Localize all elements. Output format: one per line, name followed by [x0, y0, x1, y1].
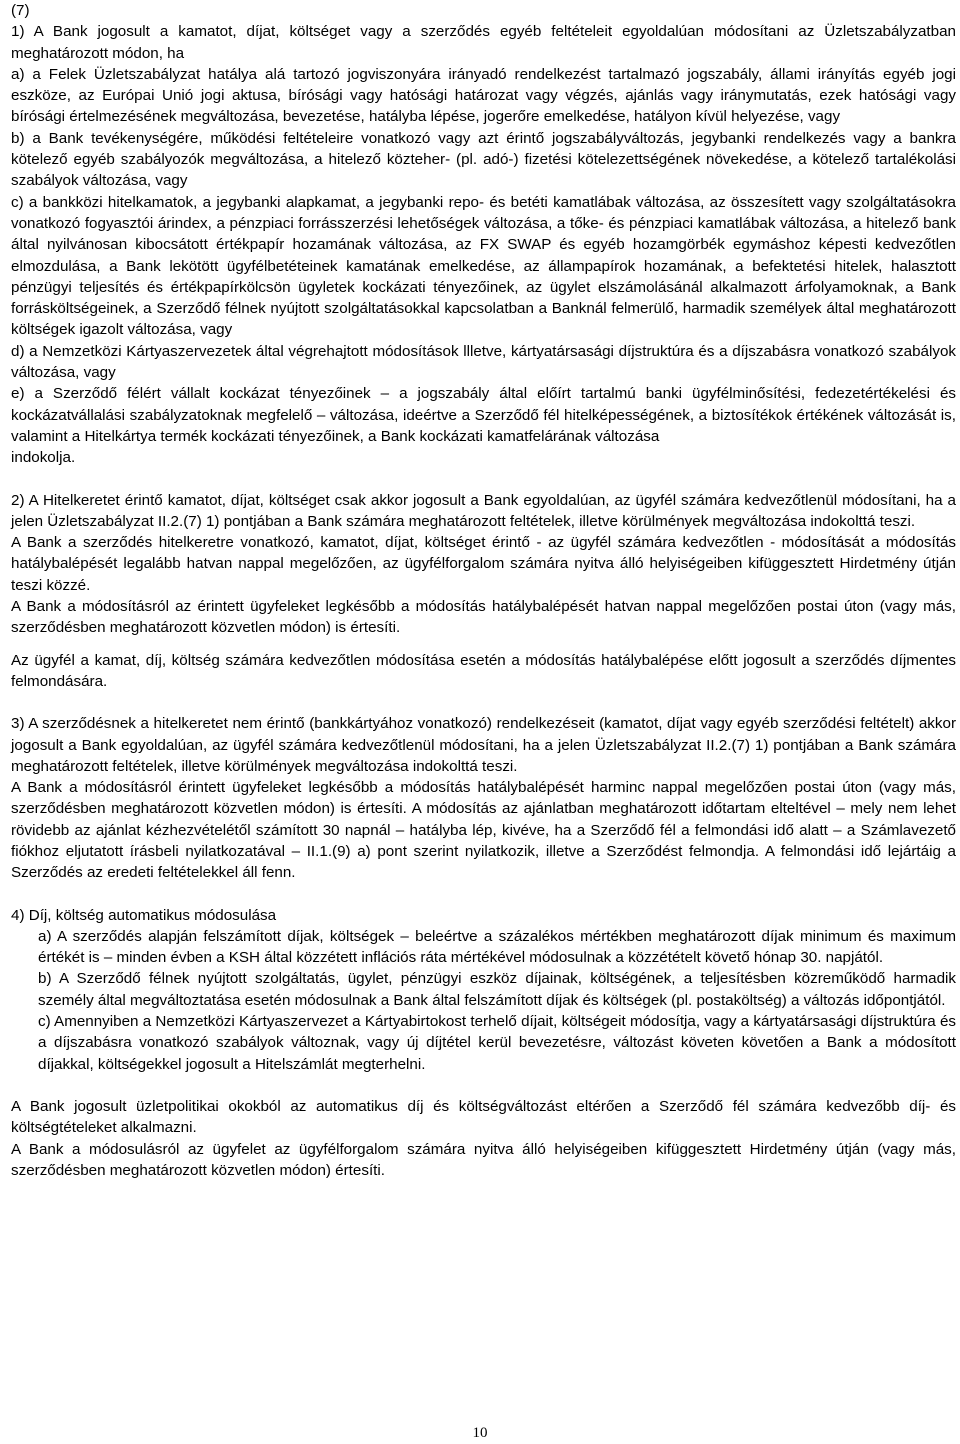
spacer	[11, 692, 956, 713]
paragraph-1-intro: 1) A Bank jogosult a kamatot, díjat, költséget vagy a szerződés egyéb feltételeit egyoldalúan módosítani az Üzletszabályzatban meghatározott módon, ha	[11, 23, 956, 62]
closing-sentence-2: A Bank a módosulásról az ügyfelet az ügyfélforgalom számára nyitva álló helyiségeiben kifüggesztett Hirdetmény útján (vagy más, szerződésben meghatározott közvetlen módon) értesíti.	[11, 1140, 956, 1179]
paragraph-4-item-a: a) A szerződés alapján felszámított díjak, költségek – beleértve a százalékos mértékben meghatározott díjak minimum és maximum értékét is – minden évben a KSH által közzétett inflációs ráta mértékével módosulnak a közzétételt követő hónap 30. napjától.	[38, 927, 956, 967]
paragraph-1-item-d: d) a Nemzetközi Kártyaszervezetek által végrehajtott módosítások llletve, kártyatársasági díjstruktúra és a díjszabásra vonatkozó szabályok változása, vagy	[11, 342, 956, 382]
spacer	[11, 884, 956, 905]
spacer	[11, 1075, 956, 1096]
spacer	[11, 469, 956, 490]
page-number: 10	[472, 1425, 488, 1441]
document-body	[11, 0, 956, 1181]
paragraph-4-item-c: c) Amennyiben a Nemzetközi Kártyaszervezet a Kártyabirtokost terhelő díjait, költségeit módosítja, vagy a kártyatársasági díjstruktúra és a díjszabásra vonatkozó szabályok változnak, vagy új díjtétel kerül bevezetésre, változást követen követően a Bank a módosított díjakkal, költségekkel jogosult a Hitelszámlát megterhelni.	[38, 1013, 956, 1073]
paragraph-1-item-e: e) a Szerződő félért vállalt kockázat tényezőinek – a jogszabály által előírt tartalmú banki ügyfélminősítési, fedezetértékelési és kockázatvállalási szabályzatoknak megfelelő – változása, ideértve a Szerződő fél hitelképességének, a biztosítékok értékének változását is, valamint a Hitelkártya termék kockázati tényezőinek, a Bank kockázati kamatfelárának változása	[11, 385, 956, 445]
paragraph-1-closing: indokolja.	[11, 449, 76, 467]
paragraph-4-title: 4) Díj, költség automatikus módosulása	[11, 906, 277, 924]
paragraph-2-sentence-3: Az ügyfél a kamat, díj, költség számára kedvezőtlen módosítása esetén a módosítás hatálybalépése előtt jogosult a szerződés díjmentes felmondására.	[11, 651, 956, 690]
paragraph-1-item-b: b) a Bank tevékenységére, működési feltételeire vonatkozó vagy azt érintő jogszabályváltozás, jegybanki rendelkezés vagy a bankra kötelező egyéb szabályozók megváltozása, a hitelező közteher- (pl. adó-) fizetési kötelezettségének növekedése, a kötelező tartalékolási szabályok változása, vagy	[11, 129, 956, 190]
paragraph-2-intro: 2) A Hitelkeretet érintő kamatot, díjat, költséget csak akkor jogosult a Bank egyoldalúan, az ügyfél számára kedvezőtlenül módosítani, ha a jelen Üzletszabályzat II.2.(7) 1) pontjában a Bank számára meghatározott feltételek, illetve körülmények megváltozása indokolttá teszi.	[11, 491, 956, 530]
paragraph-3-sentence-1: A Bank a módosításról érintett ügyfeleket legkésőbb a módosítás hatálybalépését harminc nappal megelőzően postai úton (vagy más, szerződésben meghatározott közvetlen módon) is értesíti. A módosítás az ajánlatban meghatározott időtartam elteltével – mely nem lehet rövidebb az ajánlat kézhezvételétől számított 30 napnál – hatályba lép, kivéve, ha a Szerződő fél a felmondási idő alatt – a Számlavezető fiókhoz eljutatott írásbeli nyilatkozatával – II.1.(9) a) pont szerint nyilatkozik, illetve a Szerződést felmondja. A felmondási idő lejártáig a Szerződés az eredeti feltételekkel áll fenn.	[11, 779, 956, 882]
paragraph-4-item-b: b) A Szerződő félnek nyújtott szolgáltatás, ügylet, pénzügyi eszköz díjainak, költségének, a teljesítésben közreműködő harmadik személy által megváltoztatása esetén módosulnak a Bank által felszámított díjak és költségek (pl. postaköltség) a változás időpontjától.	[38, 970, 956, 1009]
paragraph-1-item-c: c) a bankközi hitelkamatok, a jegybanki alapkamat, a jegybanki repo- és betéti kamatlábak változása, az összesített vagy szolgáltatásokra vonatkozó fogyasztói árindex, a pénzpiaci forrásszerzési lehetőségek változása, a tőke- és pénzpiaci kamatlábak változása, a hitelező bank által nyilvánosan kibocsátott értékpapír hozamának változása, az FX SWAP és egyéb hozamgörbék egymáshoz képesti kedvezőtlen elmozdulása, a Bank lekötött ügyfélbetéteinek kamatának emelkedése, az állampapírok hozamának, a befektetési hitelek, halasztott pénzügyi teljesítés és értékpapírkölcsön ügyletek kockázati tényezőinek, az ügylet elszámolásánál alkalmazott árfolyamoknak, a Bank forrásköltségeinek, a Szerződő félnek nyújtott szolgáltatásokkal kapcsolatban a Banknál felmerülő, harmadik személyek által meghatározott költségek igazolt változása, vagy	[11, 193, 956, 339]
paragraph-1-item-a: a) a Felek Üzletszabályzat hatálya alá tartozó jogviszonyára irányadó rendelkezést tartalmazó jogszabály, állami irányítás egyéb jogi eszköze, az Európai Unió jogi aktusa, bírósági vagy hatósági határozat vagy végzés, ajánlás vagy iránymutatás, ezek hatósági vagy bírósági értelmezésének megváltozása, bevezetése, hatályba lépése, jogerőre emelkedése, hatályon kívül helyezése, vagy	[11, 65, 956, 126]
paragraph-3-intro: 3) A szerződésnek a hitelkeretet nem érintő (bankkártyához vonatkozó) rendelkezéseit (kamatot, díjat vagy egyéb szerződési feltételt) akkor jogosult a Bank egyoldalúan, az ügyfél számára kedvezőtlenül módosítani, ha a jelen Üzletszabályzat II.2.(7) 1) pontjában a Bank számára meghatározott feltételek, illetve körülmények megváltozása indokolttá teszi.	[11, 715, 956, 775]
paragraph-2-sentence-2: A Bank a módosításról az érintett ügyfeleket legkésőbb a módosítás hatálybalépését hatvan nappal megelőzően postai úton (vagy más, szerződésben meghatározott közvetlen módon) is értesíti.	[11, 598, 956, 637]
spacer	[11, 639, 956, 650]
paragraph-2-sentence-1: A Bank a szerződés hitelkeretre vonatkozó, kamatot, díjat, költséget érintő - az ügyfél számára kedvezőtlen - módosítását a módosítás hatálybalépését legalább hatvan nappal megelőzően, az ügyfélforgalom számára nyitva álló helyiségeiben kifüggesztett Hirdetmény útján teszi közzé.	[11, 534, 956, 594]
section-label: (7)	[11, 2, 30, 19]
closing-sentence-1: A Bank jogosult üzletpolitikai okokból az automatikus díj és költségváltozást eltérően a Szerződő fél számára kedvezőbb díj- és költségtételeket alkalmazni.	[11, 1097, 956, 1137]
